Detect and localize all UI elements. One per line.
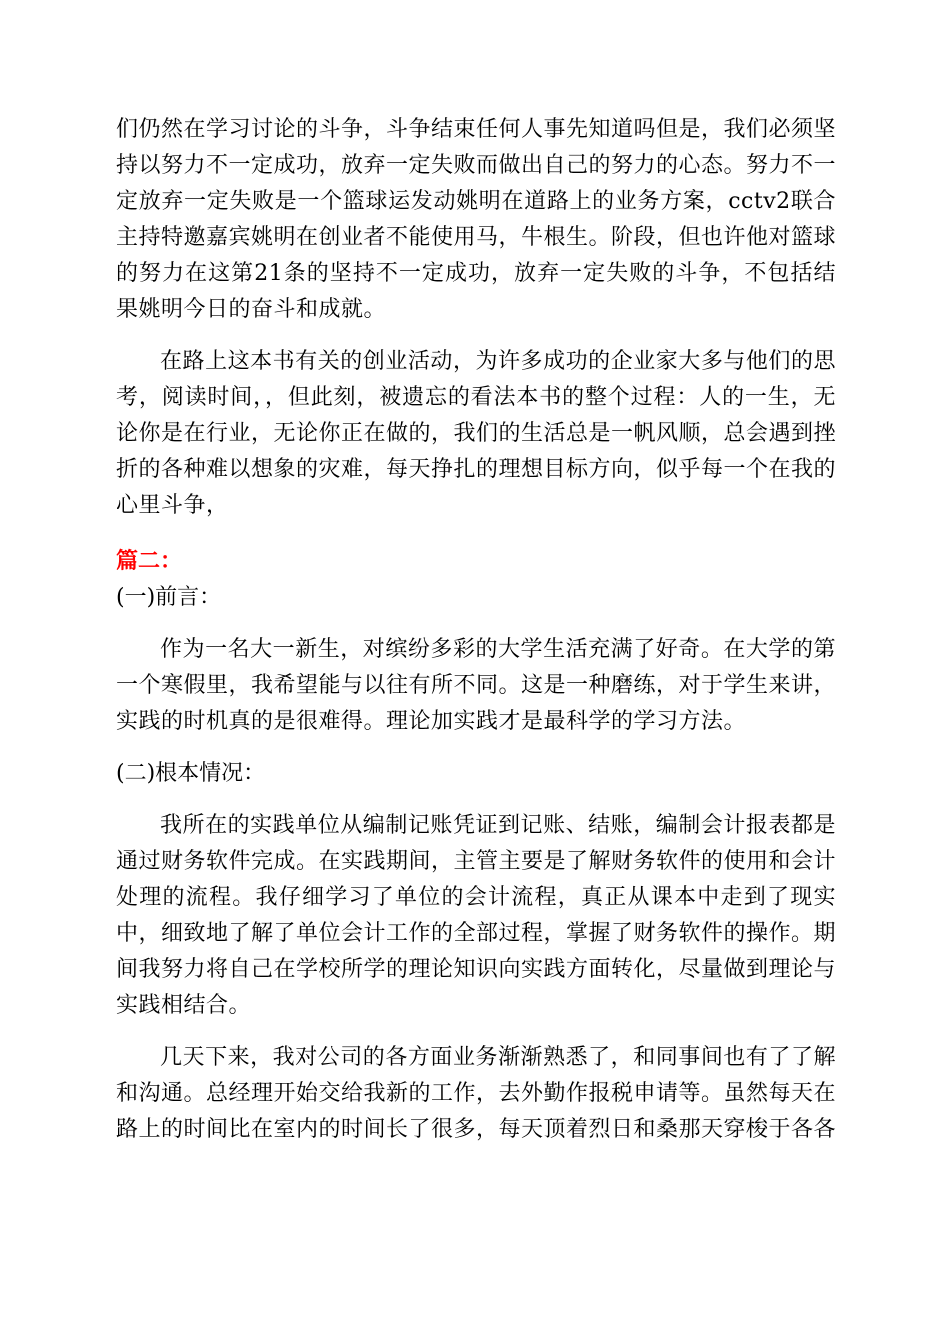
subheading-preface: (一)前言： — [116, 585, 222, 610]
spacer — [116, 1024, 836, 1040]
spacer — [116, 616, 836, 632]
spacer — [116, 792, 836, 808]
spacer — [116, 740, 836, 756]
spacer — [116, 328, 836, 344]
document-page — [116, 112, 836, 1148]
paragraph-5: 几天下来，我对公司的各方面业务渐渐熟悉了，和同事间也有了了解和沟通。总经理开始交给我新的工作，去外勤作报税申请等。虽然每天在路上的时间比在室内的时间长了很多，每天顶着烈日和桑那天穿梭于各各 — [116, 1045, 837, 1142]
paragraph-3: 作为一名大一新生，对缤纷多彩的大学生活充满了好奇。在大学的第一个寒假里，我希望能与以往有所不同。这是一种磨练，对于学生来讲，实践的时机真的是很难得。理论加实践才是最科学的学习方法。 — [116, 637, 837, 734]
paragraph-4: 我所在的实践单位从编制记账凭证到记账、结账，编制会计报表都是通过财务软件完成。在实践期间，主管主要是了解财务软件的使用和会计处理的流程。我仔细学习了单位的会计流程，真正从课本中走到了现实中，细致地了解了单位会计工作的全部过程，掌握了财务软件的操作。期间我努力将自己在学校所学的理论知识向实践方面转化，尽量做到理论与实践相结合。 — [116, 813, 837, 1018]
paragraph-1: 们仍然在学习讨论的斗争，斗争结束任何人事先知道吗但是，我们必须坚持以努力不一定成功，放弃一定失败而做出自己的努力的心态。努力不一定放弃一定失败是一个篮球运发动姚明在道路上的业务方案，cctv2联合主持特邀嘉宾姚明在创业者不能使用马，牛根生。阶段，但也许他对篮球的努力在这第21条的坚持不一定成功，放弃一定失败的斗争，不包括结果姚明今日的奋斗和成就。 — [116, 117, 837, 322]
subheading-basic-situation: (二)根本情况： — [116, 761, 266, 786]
spacer — [116, 524, 836, 544]
section-heading: 篇二： — [116, 549, 183, 574]
paragraph-2: 在路上这本书有关的创业活动，为许多成功的企业家大多与他们的思考，阅读时间，，但此刻，被遗忘的看法本书的整个过程：人的一生，无论你是在行业，无论你正在做的，我们的生活总是一帆风顺，总会遇到挫折的各种难以想象的灾难，每天挣扎的理想目标方向，似乎每一个在我的心里斗争， — [116, 349, 837, 518]
